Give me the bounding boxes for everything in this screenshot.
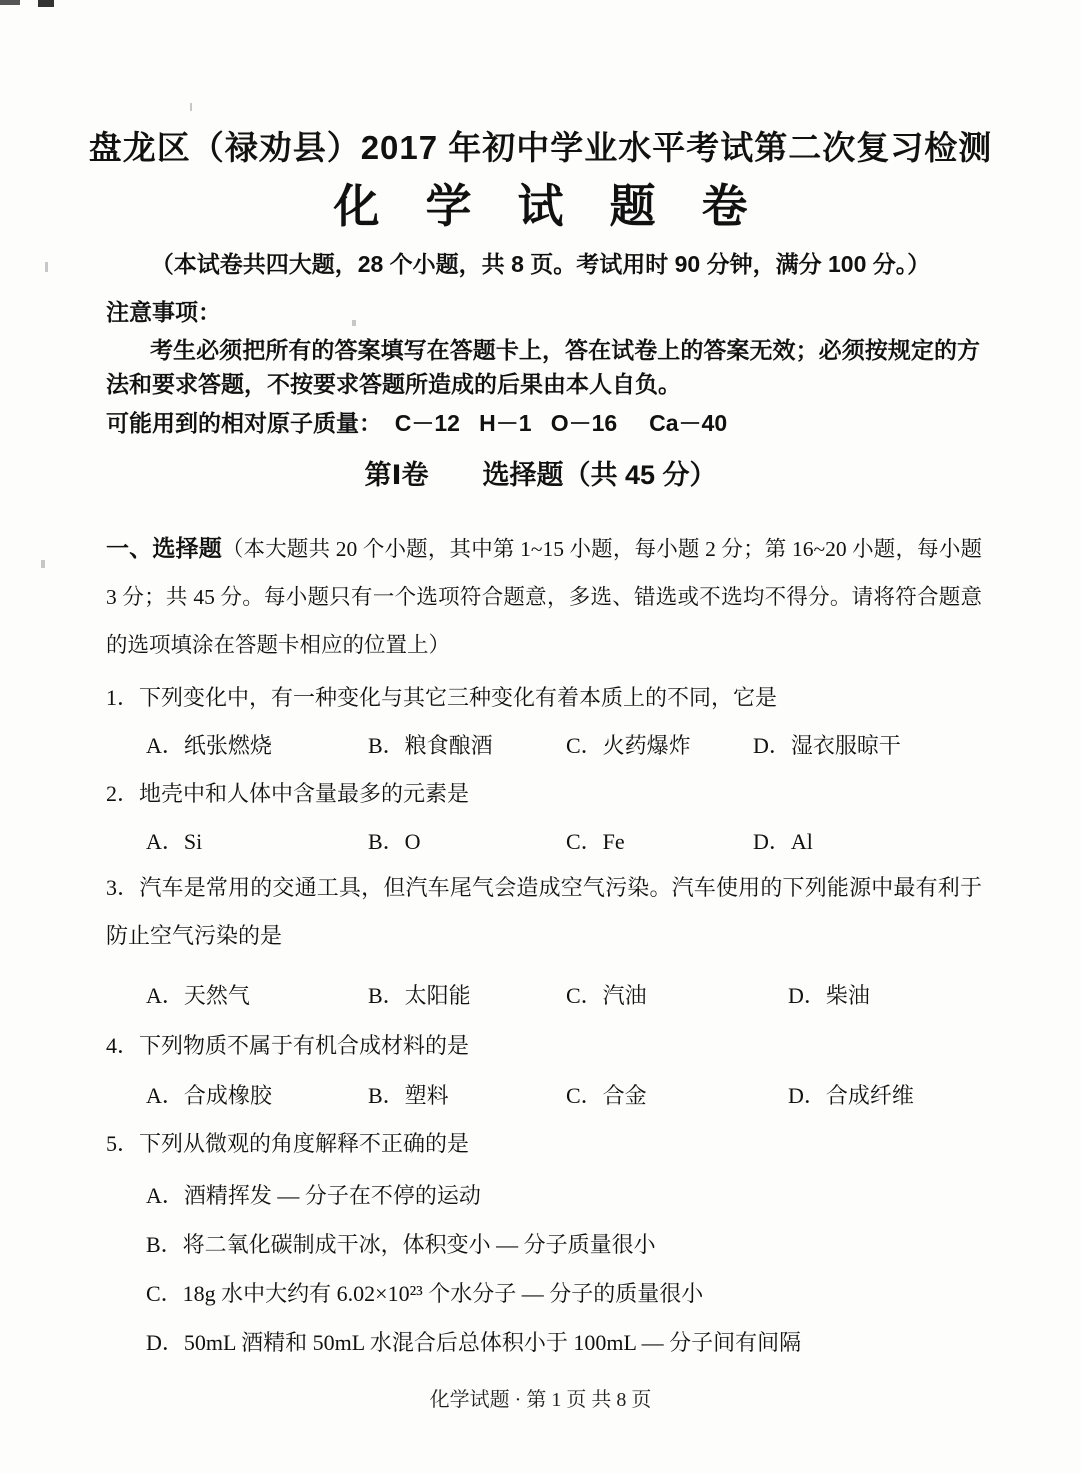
question-3-text	[106, 864, 982, 960]
question-number: 3．	[106, 875, 140, 900]
option-a: A．天然气	[146, 983, 250, 1008]
question-number: 5．	[106, 1131, 140, 1156]
question-3-options	[106, 972, 1026, 1020]
exam-title: 盘龙区（禄劝县）2017 年初中学业水平考试第二次复习检测	[88, 129, 993, 166]
exam-info-line: （本试卷共四大题，28 个小题，共 8 页。考试用时 90 分钟，满分 100 分。）	[150, 251, 931, 277]
option-c: C．Fe	[566, 829, 625, 854]
option-b: B．塑料	[368, 1083, 449, 1108]
question-stem: 汽车是常用的交通工具，但汽车尾气会造成空气污染。汽车使用的下列能源中最有利于防止空气污染的是	[106, 875, 982, 948]
subject-title: 化 学 试 题 卷	[333, 180, 748, 232]
scan-speck	[190, 103, 192, 111]
scan-artifact	[0, 0, 20, 5]
option-d: D．Al	[753, 829, 813, 854]
scan-speck	[352, 320, 356, 326]
part1-intro	[106, 524, 982, 669]
option-c: C．火药爆炸	[566, 733, 691, 758]
question-5-option-b: B．将二氧化碳制成干冰，体积变小 — 分子质量很小	[146, 1232, 656, 1257]
option-d: D．合成纤维	[788, 1083, 914, 1108]
question-stem: 下列变化中，有一种变化与其它三种变化有着本质上的不同，它是	[139, 685, 778, 710]
question-number: 1．	[106, 685, 140, 710]
notice-body: 考生必须把所有的答案填写在答题卡上，答在试卷上的答案无效；必须按规定的方法和要求答题，不按要求答题所造成的后果由本人自负。	[106, 337, 980, 397]
question-5-option-c: C．18g 水中大约有 6.02×10²³ 个水分子 — 分子的质量很小	[146, 1281, 704, 1306]
question-stem: 下列从微观的角度解释不正确的是	[139, 1131, 470, 1156]
question-2-options	[106, 818, 1026, 866]
question-number: 2．	[106, 781, 140, 806]
scan-artifact	[38, 0, 54, 7]
section-1-title: 第Ⅰ卷 选择题（共 45 分）	[364, 460, 717, 490]
question-5-option-d: D．50mL 酒精和 50mL 水混合后总体积小于 100mL — 分子间有间隔	[146, 1330, 802, 1355]
option-c: C．汽油	[566, 983, 647, 1008]
option-d: D．柴油	[788, 983, 870, 1008]
question-1-text	[106, 674, 982, 722]
atomic-mass-line: 可能用到的相对原子质量： C－12 H－1 O－16 Ca－40	[106, 410, 728, 436]
part1-intro-rest: （本大题共 20 个小题，其中第 1~15 小题，每小题 2 分；第 16~20 小题，每小题 3 分；共 45 分。每小题只有一个选项符合题意，多选、错选或不选均不得分。请将符合题意的选项填涂在答题卡相应的位置上）	[106, 537, 982, 657]
option-b: B．粮食酿酒	[368, 733, 493, 758]
part1-intro-lead: 一、选择题	[106, 535, 222, 561]
question-4-options	[106, 1072, 1026, 1120]
option-a: A．合成橡胶	[146, 1083, 272, 1108]
question-2-text	[106, 770, 982, 818]
option-a: A．纸张燃烧	[146, 733, 272, 758]
question-4-text	[106, 1022, 982, 1070]
question-1-options	[106, 722, 1026, 770]
option-b: B．太阳能	[368, 983, 471, 1008]
notice-heading: 注意事项：	[106, 299, 221, 325]
option-b: B．O	[368, 829, 421, 854]
option-d: D．湿衣服晾干	[753, 733, 901, 758]
page-footer: 化学试题 · 第 1 页 共 8 页	[429, 1389, 652, 1411]
option-c: C．合金	[566, 1083, 647, 1108]
question-5-text	[106, 1120, 982, 1168]
question-stem: 地壳中和人体中含量最多的元素是	[139, 781, 470, 806]
question-number: 4．	[106, 1033, 140, 1058]
question-stem: 下列物质不属于有机合成材料的是	[139, 1033, 470, 1058]
question-5-option-a: A．酒精挥发 — 分子在不停的运动	[146, 1183, 481, 1208]
scan-speck	[41, 560, 45, 568]
option-a: A．Si	[146, 829, 203, 854]
